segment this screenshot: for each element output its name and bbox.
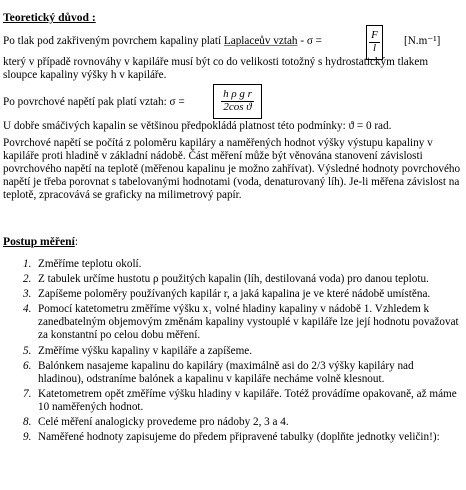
procedure-step	[0, 273, 462, 286]
laplace-line-pre: Po tlak pod zakřiveným povrchem kapaliny platí	[3, 35, 222, 47]
step-text: Balónkem nasajeme kapalinu do kapiláry (maximálně asi do 2/3 výšky kapiláry nad hladinou), odstraníme balónek a kapalinu v kapiláře necháme volně klesnout.	[38, 359, 414, 385]
procedure-step	[0, 416, 462, 429]
laplace-line	[3, 35, 322, 48]
procedure-step	[0, 258, 462, 271]
procedure-step	[0, 288, 462, 301]
step-number: 1.	[23, 258, 32, 270]
step-number: 5.	[23, 344, 32, 357]
formula-surface-tension	[213, 84, 262, 119]
formula2-numerator: h ρ g r	[223, 88, 252, 101]
procedure-step	[0, 360, 462, 386]
step-number: 4.	[23, 303, 32, 316]
step-number: 2.	[23, 273, 32, 286]
step-text: Katetometrem opět změříme výšku hladiny v kapiláře. Totéž provádíme opakovaně, až máme 10 naměřených hodnot.	[38, 387, 457, 413]
laplace-line-post: - σ =	[297, 35, 322, 47]
procedure-heading-line	[3, 235, 78, 249]
formula1-numerator: F	[371, 29, 378, 42]
theory-paragraph-3: Povrchové napětí se počítá z poloměru kapiláry a naměřených hodnot výšky výstupu kapaliny v kapiláře proti hladině v základní nádobě. Část měření může být věnována stanovení závislosti povrchového napětí na teplotě (měřenou kapalinu je možno zahřívat). Výsledné hodnoty povrchového napětí je třeba porovnat s tabelovanými hodnotami (voda, denaturovaný líh). Je-li měřena závislost na teplotě, zpracovává se graficky na milimetrový papír.	[3, 137, 461, 202]
formula-f-over-l	[366, 25, 383, 60]
procedure-heading: Postup měření	[3, 235, 75, 248]
theory-paragraph-2: U dobře smáčivých kapalin se většinou předpokládá platnost této podmínky: ϑ = 0 rad.	[3, 120, 392, 132]
procedure-step	[0, 431, 462, 444]
step-number: 7.	[23, 387, 32, 400]
theory-heading: Teoretický důvod :	[3, 11, 96, 24]
step-text: Změříme výšku kapaliny v kapiláře a zapíšeme.	[38, 344, 253, 357]
step-text: Zapíšeme poloměry používaných kapilár r, a jaká kapalina je ve které nádobě umístěna.	[38, 288, 431, 301]
step-number: 6.	[23, 359, 32, 372]
step-number: 8.	[23, 416, 32, 429]
unit-label: [N.m⁻¹]	[404, 35, 441, 47]
procedure-step	[0, 388, 462, 414]
procedure-step	[0, 345, 462, 358]
theory-paragraph-1: který v případě rovnováhy v kapiláře musí být co do velikosti totožný s hydrostatickým tlakem sloupce kapaliny výšky h v kapiláře.	[3, 56, 429, 82]
procedure-steps	[0, 258, 462, 446]
formula2-denominator: 2cos ϑ	[223, 101, 252, 113]
step-text: Z tabulek určíme hustotu ρ použitých kapalin (líh, destilovaná voda) pro danou teplotu.	[38, 273, 429, 286]
step-number: 3.	[23, 288, 32, 301]
laplace-law-link[interactable]: Laplaceův vztah	[223, 35, 298, 47]
step-text: Změříme teplotu okolí.	[38, 258, 142, 270]
procedure-heading-colon: :	[74, 236, 78, 248]
procedure-step	[0, 303, 462, 342]
formula1-denominator: l	[372, 42, 377, 54]
step-number: 9.	[23, 431, 32, 444]
step-text: Celé měření analogicky provedeme pro nádoby 2, 3 a 4.	[38, 416, 289, 429]
step-text: Pomocí katetometru změříme výšku x₁ volné hladiny kapaliny v nádobě 1. Vzhledem k zanedbatelným objemovým změnám kapaliny vystouplé v kapiláře lze její hodnotu považovat za konstantní po celou dobu měření.	[38, 303, 459, 342]
step-text: Naměřené hodnoty zapisujeme do předem připravené tabulky (doplňte jednotky veličin!):	[38, 431, 440, 444]
surface-tension-line: Po povrchové napětí pak platí vztah: σ =	[3, 96, 185, 108]
